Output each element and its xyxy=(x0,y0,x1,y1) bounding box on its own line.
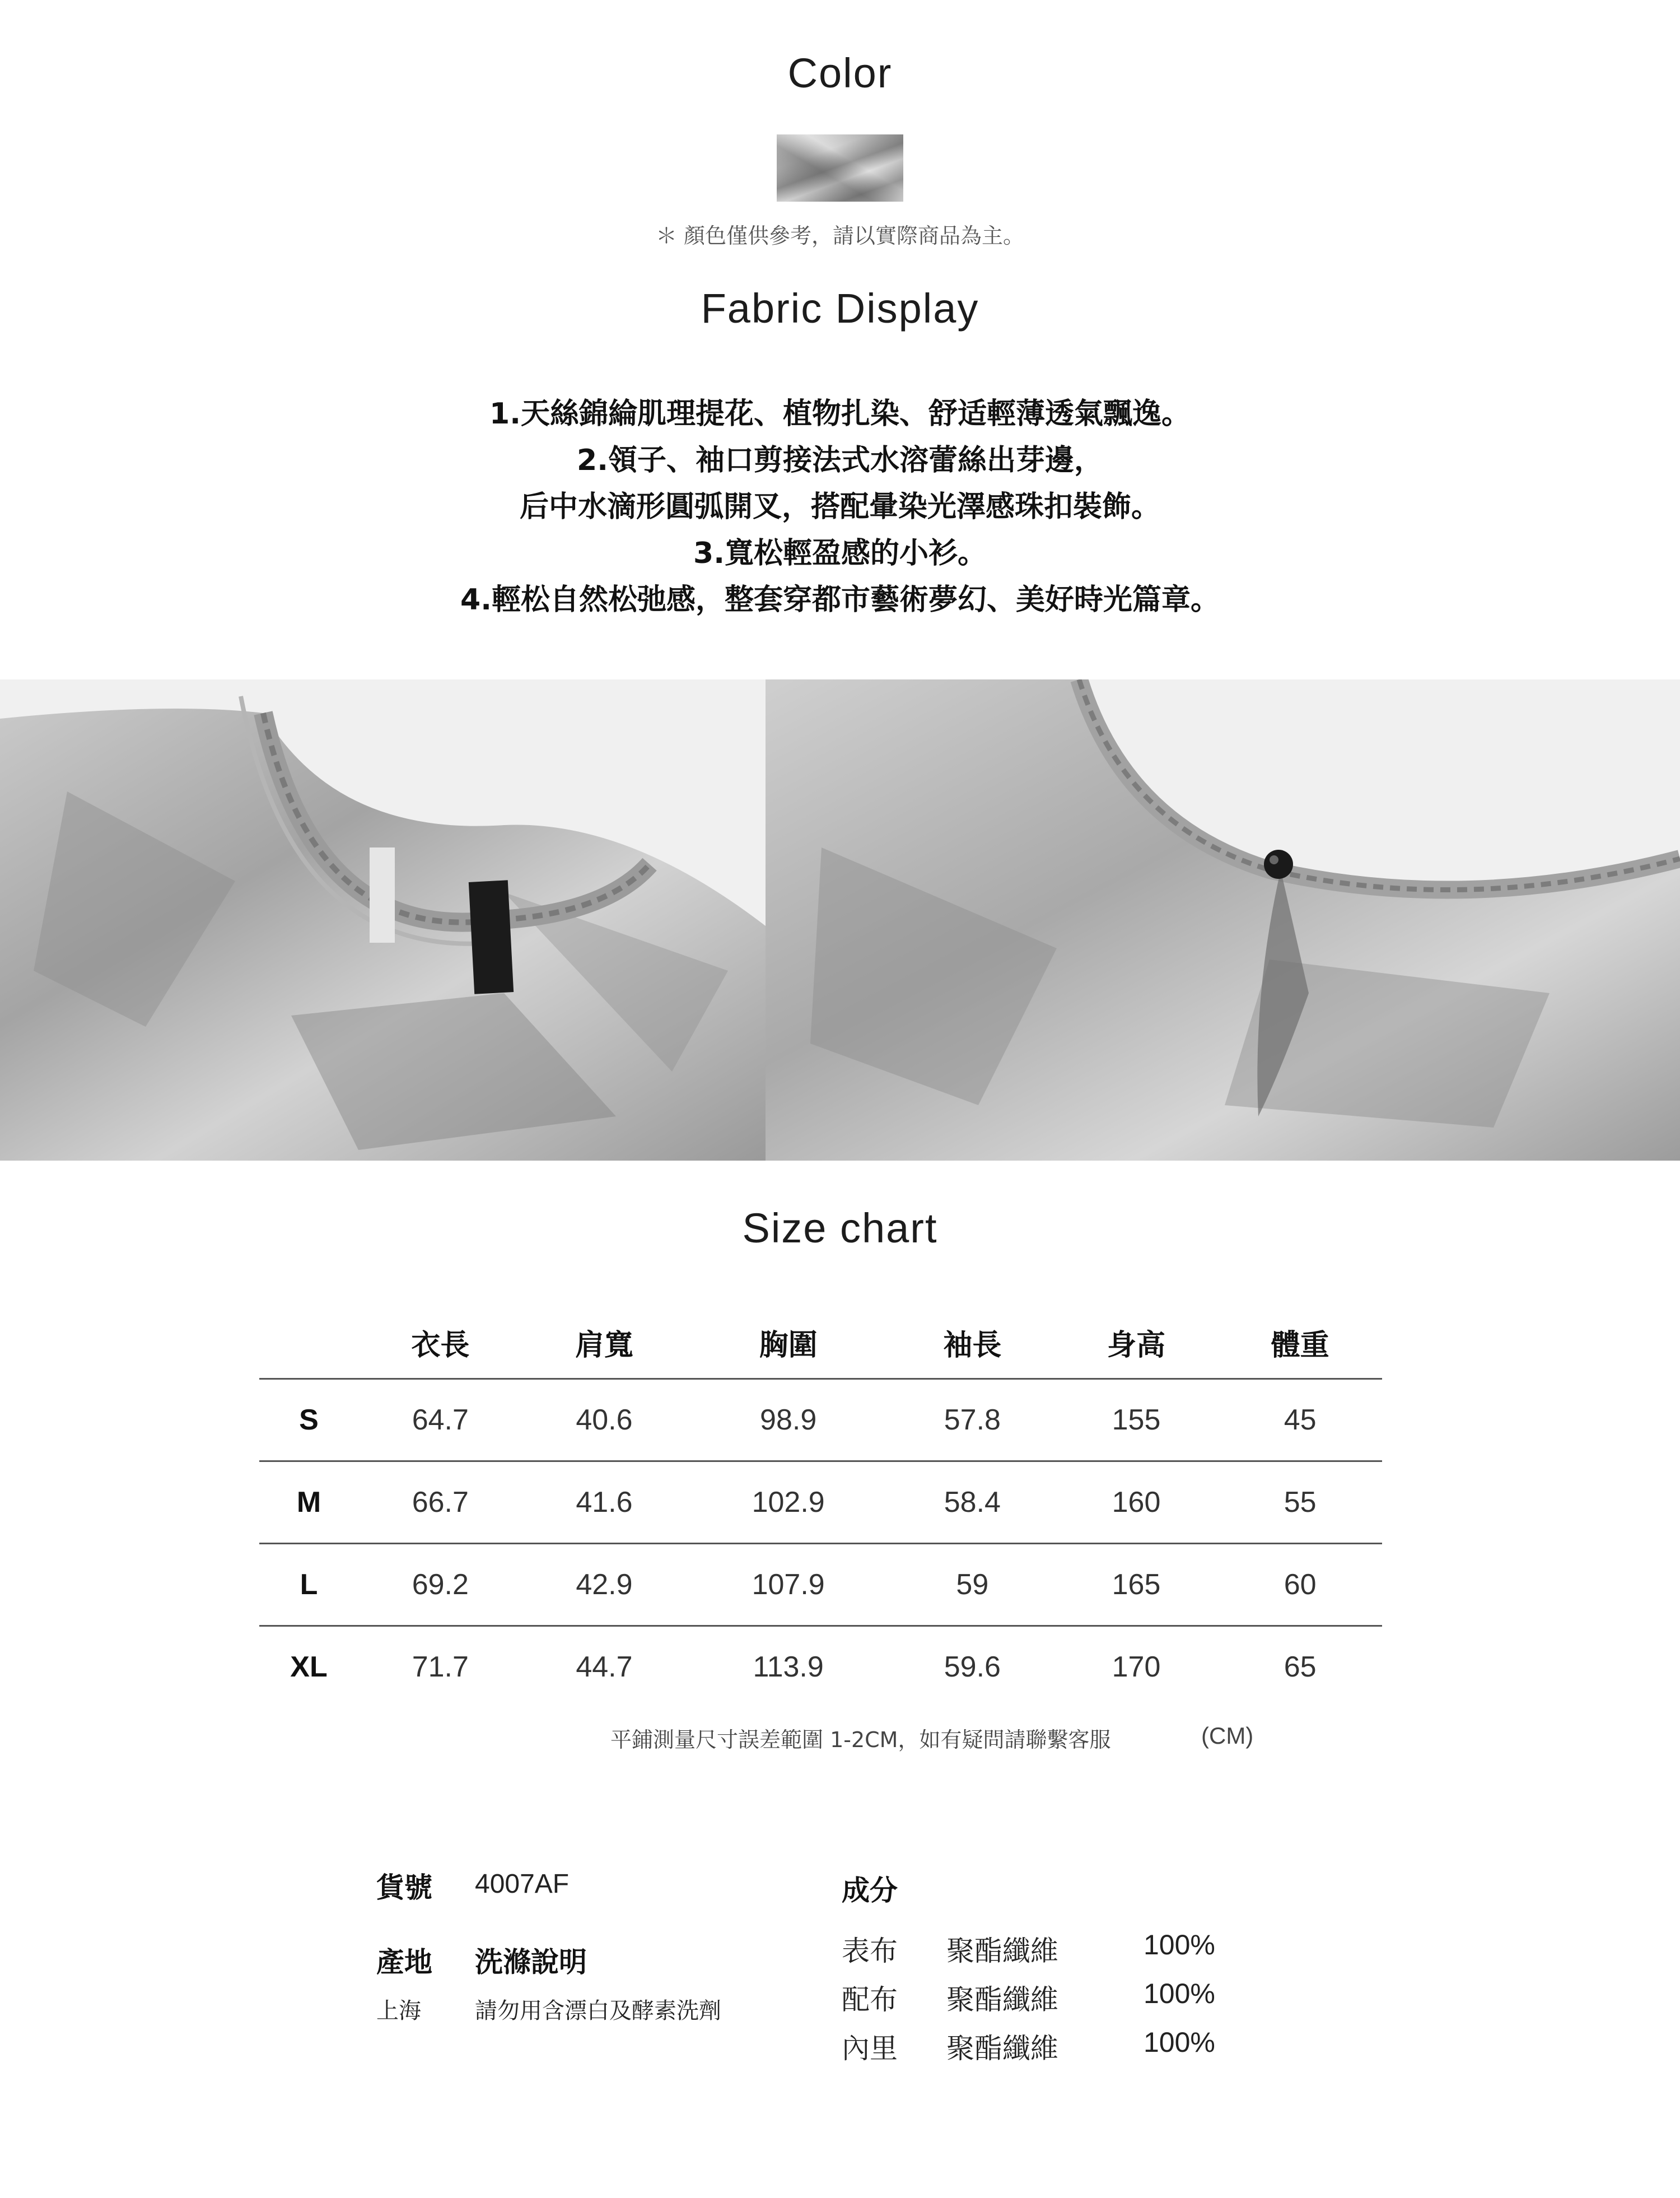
table-cell: 66.7 xyxy=(358,1461,522,1544)
header-height: 身高 xyxy=(1107,1329,1165,1362)
color-note: ＊ 顏色僅供參考，請以實際商品為主。 xyxy=(655,223,1025,248)
photo-collar-closeup xyxy=(0,679,766,1161)
table-cell: 57.8 xyxy=(890,1379,1054,1461)
fabric-line-1: 1.天絲錦綸肌理提花、植物扎染、舒适輕薄透氣飄逸。 xyxy=(489,397,1191,431)
origin-value: 上海 xyxy=(376,1998,421,2024)
table-cell: 41.6 xyxy=(522,1461,687,1544)
table-row xyxy=(259,1379,1382,1461)
color-title: Color xyxy=(787,50,893,96)
composition-label: 成分 xyxy=(842,1874,898,1907)
size-chart-note: 平鋪測量尺寸誤差範圍 1-2CM，如有疑問請聯繫客服 xyxy=(610,1727,1111,1752)
table-cell: 113.9 xyxy=(686,1626,890,1708)
photo-button-closeup xyxy=(766,679,1680,1161)
fabric-line-5: 4.輕松自然松弛感，整套穿都市藝術夢幻、美好時光篇章。 xyxy=(460,583,1220,617)
header-weight: 體重 xyxy=(1271,1329,1329,1362)
fabric-line-4: 3.寬松輕盈感的小衫。 xyxy=(693,537,987,570)
size-label: M xyxy=(259,1461,358,1544)
table-cell: 60 xyxy=(1218,1544,1382,1626)
header-length: 衣長 xyxy=(411,1329,470,1362)
comp-part-1: 表布 xyxy=(842,1935,898,1967)
size-chart-unit: (CM) xyxy=(1201,1722,1254,1749)
comp-pct-2: 100% xyxy=(1144,1978,1215,2009)
table-row xyxy=(259,1544,1382,1626)
table-cell: 170 xyxy=(1054,1626,1219,1708)
table-cell: 45 xyxy=(1218,1379,1382,1461)
table-cell: 55 xyxy=(1218,1461,1382,1544)
table-cell: 44.7 xyxy=(522,1626,687,1708)
wash-value: 請勿用含漂白及酵素洗劑 xyxy=(475,1998,721,2024)
header-shoulder: 肩寬 xyxy=(575,1329,633,1362)
size-label: XL xyxy=(259,1626,358,1708)
size-header-blank xyxy=(259,1307,358,1379)
size-chart-table xyxy=(259,1307,1382,1707)
item-no-value: 4007AF xyxy=(475,1869,570,1899)
item-no-label: 貨號 xyxy=(376,1871,432,1904)
size-chart-title: Size chart xyxy=(742,1205,938,1251)
table-cell: 160 xyxy=(1054,1461,1219,1544)
header-chest: 胸圍 xyxy=(759,1329,818,1362)
header-sleeve: 袖長 xyxy=(943,1329,1002,1362)
size-label: S xyxy=(259,1379,358,1461)
comp-material-3: 聚酯纖維 xyxy=(946,2032,1058,2065)
comp-pct-1: 100% xyxy=(1144,1929,1215,1960)
table-cell: 102.9 xyxy=(686,1461,890,1544)
fabric-line-2: 2.領子、袖口剪接法式水溶蕾絲出芽邊， xyxy=(577,444,1103,477)
size-header-row xyxy=(259,1307,1382,1379)
comp-pct-3: 100% xyxy=(1144,2027,1215,2058)
size-label: L xyxy=(259,1544,358,1626)
comp-part-3: 內里 xyxy=(842,2032,898,2065)
comp-material-1: 聚酯纖維 xyxy=(946,1935,1058,1967)
color-swatch[interactable] xyxy=(777,134,903,202)
table-cell: 65 xyxy=(1218,1626,1382,1708)
wash-label: 洗滌說明 xyxy=(475,1946,587,1978)
table-cell: 69.2 xyxy=(358,1544,522,1626)
table-row xyxy=(259,1626,1382,1708)
table-cell: 165 xyxy=(1054,1544,1219,1626)
table-cell: 40.6 xyxy=(522,1379,687,1461)
fabric-title: Fabric Display xyxy=(701,285,979,332)
comp-material-2: 聚酯纖維 xyxy=(946,1983,1058,2016)
table-cell: 98.9 xyxy=(686,1379,890,1461)
comp-part-2: 配布 xyxy=(842,1983,898,2016)
fabric-line-3: 后中水滴形圓弧開叉，搭配暈染光澤感珠扣裝飾。 xyxy=(519,490,1160,524)
table-cell: 59 xyxy=(890,1544,1054,1626)
table-cell: 58.4 xyxy=(890,1461,1054,1544)
table-cell: 155 xyxy=(1054,1379,1219,1461)
table-cell: 59.6 xyxy=(890,1626,1054,1708)
table-cell: 64.7 xyxy=(358,1379,522,1461)
table-cell: 42.9 xyxy=(522,1544,687,1626)
table-row xyxy=(259,1461,1382,1544)
table-cell: 107.9 xyxy=(686,1544,890,1626)
origin-label: 產地 xyxy=(376,1946,432,1978)
table-cell: 71.7 xyxy=(358,1626,522,1708)
